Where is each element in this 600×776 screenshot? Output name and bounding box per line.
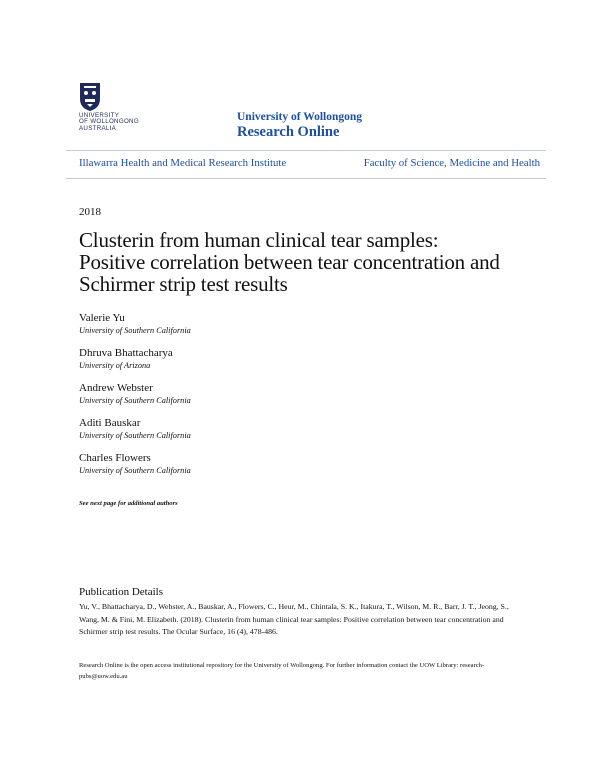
publication-details-text: Yu, V., Bhattacharya, D., Webster, A., Bauskar, A., Flowers, C., Heur, M., Chintala, S. K., Itakura, T., Wilson, M. R., Barr, J. T., Jeong, S., Wang, M. & Fini, M. Elizabeth. (2018). Clusterin from human clinical tear samples: Positive correlation between tear concentration and Schirmer strip test results. The Ocular Surface, 16 (4), 478-486. — [79, 602, 509, 636]
author-entry — [79, 382, 499, 406]
author-name: Aditi Bauskar — [79, 417, 141, 429]
author-entry — [79, 417, 499, 441]
author-entry — [79, 312, 499, 336]
author-entry — [79, 347, 499, 371]
author-name: Dhruva Bhattacharya — [79, 347, 173, 359]
institute-link-right[interactable]: Faculty of Science, Medicine and Health — [363, 157, 540, 169]
publication-details-heading: Publication Details — [79, 586, 164, 598]
author-affiliation: University of Southern California — [79, 326, 191, 335]
logo-wordmark — [79, 113, 139, 132]
title-line: Positive correlation between tear concentration and — [79, 250, 500, 274]
university-link[interactable]: University of Wollongong — [237, 111, 363, 123]
bottom-divider — [66, 178, 546, 179]
publication-year: 2018 — [79, 206, 101, 218]
research-online-link[interactable]: Research Online — [237, 124, 340, 140]
author-entry — [79, 452, 499, 476]
author-name: Charles Flowers — [79, 452, 151, 464]
crest-icon — [79, 82, 101, 112]
logo-line: UNIVERSITY — [79, 112, 120, 119]
author-list — [79, 312, 499, 487]
top-divider — [66, 150, 546, 151]
author-affiliation: University of Southern California — [79, 396, 191, 405]
repository-footer: Research Online is the open access institutional repository for the University of Wollongong. For further information contact the UOW Library: research-pubs@uow.edu.au — [79, 662, 485, 680]
logo-line: AUSTRALIA — [79, 124, 117, 132]
university-logo — [79, 82, 149, 138]
title-line: Schirmer strip test results — [79, 272, 288, 296]
logo-line: OF WOLLONGONG — [79, 118, 139, 126]
author-name: Valerie Yu — [79, 312, 125, 324]
institute-link-left[interactable]: Illawarra Health and Medical Research Institute — [79, 157, 287, 169]
title-line: Clusterin from human clinical tear samples: — [79, 228, 439, 252]
author-name: Andrew Webster — [79, 382, 153, 394]
repository-header[interactable] — [237, 111, 362, 141]
author-affiliation: University of Arizona — [79, 361, 151, 370]
paper-title — [79, 229, 559, 295]
author-affiliation: University of Southern California — [79, 431, 191, 440]
more-authors-note: See next page for additional authors — [79, 500, 178, 507]
author-affiliation: University of Southern California — [79, 466, 191, 475]
